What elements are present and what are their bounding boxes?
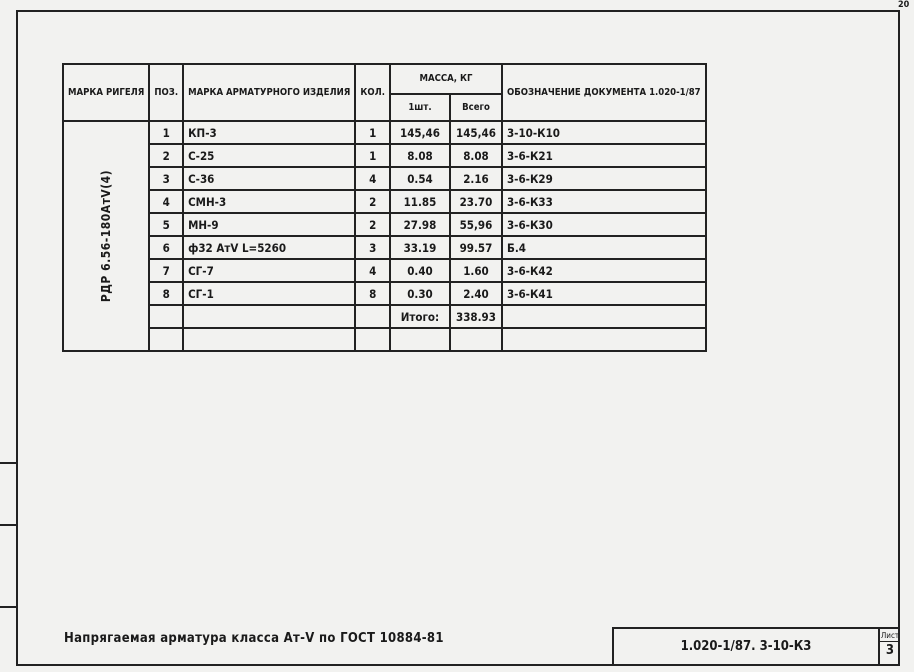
left-margin-strip xyxy=(0,462,16,608)
mark-cell: С-36 xyxy=(183,167,355,190)
kol-cell: 2 xyxy=(355,190,390,213)
mass-total-cell: 2.40 xyxy=(450,282,502,305)
empty-cell xyxy=(450,328,502,351)
specification-table xyxy=(62,63,707,352)
mark-cell: ф32 АтV L=5260 xyxy=(183,236,355,259)
kol-cell: 4 xyxy=(355,259,390,282)
doc-cell: Б.4 xyxy=(502,236,706,259)
pos-cell: 7 xyxy=(149,259,183,282)
kol-cell: 4 xyxy=(355,167,390,190)
mass-unit-cell: 0.30 xyxy=(390,282,450,305)
mass-total-cell: 145,46 xyxy=(450,121,502,144)
sheet-number-box xyxy=(878,627,900,666)
mark-cell: СМН-3 xyxy=(183,190,355,213)
sheet-label: Лист xyxy=(880,631,900,640)
doc-cell: 3-6-К33 xyxy=(502,190,706,213)
mark-cell: СГ-7 xyxy=(183,259,355,282)
mass-total-cell: 23.70 xyxy=(450,190,502,213)
mark-cell: С-25 xyxy=(183,144,355,167)
sheet-number: 3 xyxy=(885,643,895,658)
empty-cell xyxy=(355,328,390,351)
header-pos: ПОЗ. xyxy=(149,64,183,121)
kol-cell: 8 xyxy=(355,282,390,305)
header-mass: МАССА, КГ xyxy=(390,64,502,94)
pos-cell: 3 xyxy=(149,167,183,190)
empty-cell xyxy=(183,305,355,328)
mass-total-cell: 8.08 xyxy=(450,144,502,167)
empty-cell xyxy=(183,328,355,351)
document-code: 1.020-1/87. 3-10-К3 xyxy=(680,639,812,654)
doc-cell: 3-6-К29 xyxy=(502,167,706,190)
header-mass-unit: 1шт. xyxy=(390,94,450,121)
corner-number: 20 xyxy=(898,0,910,10)
mark-cell: КП-3 xyxy=(183,121,355,144)
mark-cell: МН-9 xyxy=(183,213,355,236)
empty-cell xyxy=(390,328,450,351)
pos-cell: 8 xyxy=(149,282,183,305)
mass-unit-cell: 0.54 xyxy=(390,167,450,190)
mass-unit-cell: 0.40 xyxy=(390,259,450,282)
kol-cell: 1 xyxy=(355,121,390,144)
empty-cell xyxy=(502,305,706,328)
mass-total-cell: 1.60 xyxy=(450,259,502,282)
mass-total-cell: 99.57 xyxy=(450,236,502,259)
header-mark: МАРКА АРМАТУРНОГО ИЗДЕЛИЯ xyxy=(183,64,355,121)
pos-cell: 6 xyxy=(149,236,183,259)
mass-total-cell: 2.16 xyxy=(450,167,502,190)
pos-cell: 5 xyxy=(149,213,183,236)
mark-cell: СГ-1 xyxy=(183,282,355,305)
pos-cell: 2 xyxy=(149,144,183,167)
pos-cell: 4 xyxy=(149,190,183,213)
total-value: 338.93 xyxy=(450,305,502,328)
rigel-mark-cell xyxy=(63,121,149,351)
header-kol: КОЛ. xyxy=(355,64,390,121)
reinforcement-note: Напрягаемая арматура класса Ат-V по ГОСТ 10884-81 xyxy=(64,631,444,646)
mass-unit-cell: 11.85 xyxy=(390,190,450,213)
kol-cell: 1 xyxy=(355,144,390,167)
doc-cell: 3-10-К10 xyxy=(502,121,706,144)
doc-cell: 3-6-К30 xyxy=(502,213,706,236)
empty-cell xyxy=(355,305,390,328)
mass-unit-cell: 8.08 xyxy=(390,144,450,167)
header-doc: ОБОЗНАЧЕНИЕ ДОКУМЕНТА 1.020-1/87 xyxy=(502,64,706,121)
mass-unit-cell: 145,46 xyxy=(390,121,450,144)
mass-unit-cell: 27.98 xyxy=(390,213,450,236)
pos-cell: 1 xyxy=(149,121,183,144)
doc-cell: 3-6-К41 xyxy=(502,282,706,305)
left-strip-divider xyxy=(0,524,16,526)
mass-unit-cell: 33.19 xyxy=(390,236,450,259)
doc-cell: 3-6-К42 xyxy=(502,259,706,282)
doc-cell: 3-6-К21 xyxy=(502,144,706,167)
header-rigel: МАРКА РИГЕЛЯ xyxy=(63,64,149,121)
rigel-mark: РДР 6.56-180АтV(4) xyxy=(99,169,114,303)
empty-cell xyxy=(149,328,183,351)
mass-total-cell: 55,96 xyxy=(450,213,502,236)
empty-cell xyxy=(502,328,706,351)
total-label: Итого: xyxy=(390,305,450,328)
header-mass-total: Всего xyxy=(450,94,502,121)
kol-cell: 3 xyxy=(355,236,390,259)
empty-cell xyxy=(149,305,183,328)
kol-cell: 2 xyxy=(355,213,390,236)
